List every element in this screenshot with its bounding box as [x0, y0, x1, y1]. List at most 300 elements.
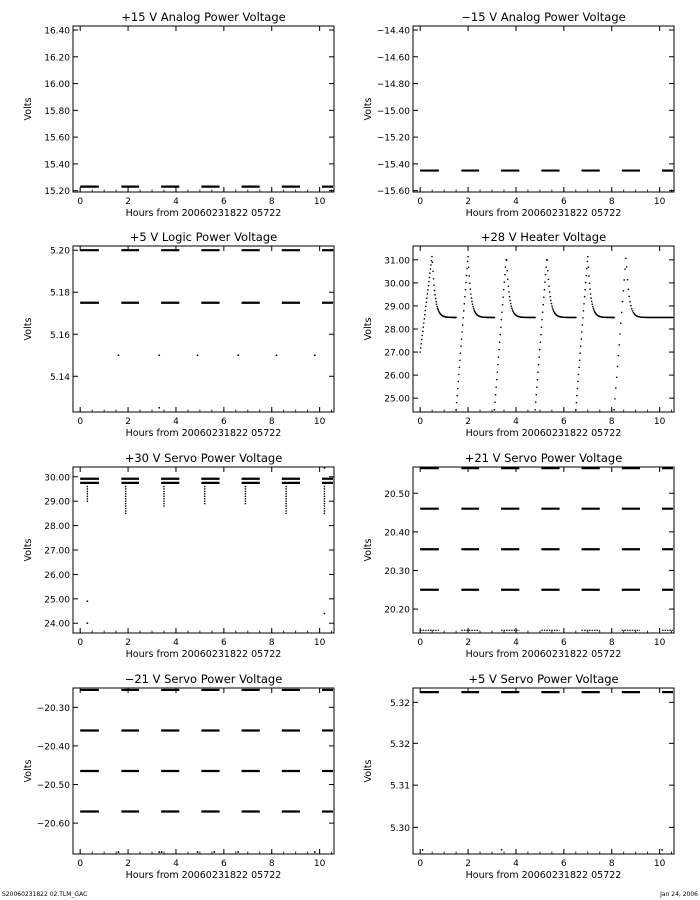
- data-point: [204, 498, 206, 500]
- data-point: [495, 386, 497, 388]
- x-tick-label: 4: [513, 638, 519, 648]
- data-point: [163, 495, 165, 497]
- y-tick-label: 5.30: [389, 823, 410, 834]
- data-point: [204, 503, 206, 505]
- data-point: [540, 334, 542, 336]
- data-point: [460, 352, 462, 354]
- x-tick-label: 0: [417, 859, 424, 869]
- data-point: [421, 335, 423, 337]
- data-point: [462, 317, 464, 319]
- data-series-2: [118, 354, 316, 408]
- data-point: [501, 849, 503, 851]
- data-series-1: [420, 468, 673, 590]
- data-point: [534, 409, 536, 411]
- data-point: [497, 364, 499, 366]
- y-tick-label: 28.00: [384, 325, 410, 336]
- plot-frame: [73, 246, 334, 412]
- data-point: [494, 409, 496, 411]
- y-tick-label: 20.30: [384, 566, 410, 577]
- data-point: [431, 260, 433, 262]
- y-tick-label: 16.40: [44, 26, 70, 37]
- data-point: [575, 317, 577, 319]
- data-point: [538, 356, 540, 358]
- y-tick-label: −20.60: [36, 819, 70, 830]
- x-tick-label: 8: [268, 417, 275, 427]
- data-point: [497, 371, 499, 373]
- x-tick-label: 6: [560, 638, 567, 648]
- data-point: [433, 278, 435, 280]
- data-point: [582, 324, 584, 326]
- data-point: [276, 354, 278, 356]
- x-tick-label: 0: [77, 859, 84, 869]
- data-point: [549, 291, 551, 293]
- data-point: [587, 256, 589, 258]
- data-point: [285, 500, 287, 502]
- data-point: [549, 296, 551, 298]
- data-point: [421, 339, 423, 341]
- data-point: [534, 317, 536, 319]
- y-tick-label: 26.00: [384, 371, 410, 382]
- data-point: [614, 398, 616, 400]
- data-point: [204, 491, 206, 493]
- data-point: [617, 366, 619, 368]
- data-point: [547, 270, 549, 272]
- data-point: [592, 306, 594, 308]
- x-axis-label: Hours from 20060231822 05722: [125, 870, 282, 881]
- x-tick-label: 8: [268, 197, 275, 207]
- data-point: [504, 274, 506, 276]
- data-point: [578, 367, 580, 369]
- x-tick-label: 2: [125, 859, 131, 869]
- data-series-1: [419, 256, 673, 411]
- data-point: [539, 349, 541, 351]
- data-point: [583, 310, 585, 312]
- data-point: [324, 508, 326, 510]
- y-tick-label: 5.20: [49, 246, 70, 257]
- data-point: [584, 296, 586, 298]
- data-point: [503, 289, 505, 291]
- x-tick-label: 2: [465, 417, 471, 427]
- chart-title: +30 V Servo Power Voltage: [124, 451, 283, 465]
- y-tick-label: 27.00: [44, 546, 70, 557]
- data-point: [580, 338, 582, 340]
- x-tick-label: 10: [653, 417, 666, 427]
- data-point: [471, 297, 473, 299]
- data-point: [423, 318, 425, 320]
- data-point: [618, 344, 620, 346]
- data-point: [467, 256, 469, 258]
- data-point: [87, 486, 89, 488]
- data-point: [500, 326, 502, 328]
- data-point: [471, 301, 473, 303]
- data-point: [204, 495, 206, 497]
- chart-title: +15 V Analog Power Voltage: [121, 10, 286, 24]
- data-point: [458, 374, 460, 376]
- plot-frame: [413, 26, 674, 192]
- data-point: [623, 290, 625, 292]
- y-axis-label: Volts: [363, 759, 374, 783]
- data-point: [512, 309, 514, 311]
- data-point: [245, 493, 247, 495]
- x-tick-label: 6: [560, 197, 567, 207]
- data-point: [590, 293, 592, 295]
- data-point: [437, 307, 439, 309]
- data-series-1: [80, 479, 333, 483]
- data-series-2: [118, 851, 316, 853]
- data-point: [426, 297, 428, 299]
- y-tick-label: 5.16: [49, 330, 70, 341]
- data-point: [423, 322, 425, 324]
- x-tick-label: 8: [608, 859, 615, 869]
- data-point: [590, 297, 592, 299]
- chart-title: −15 V Analog Power Voltage: [461, 10, 626, 24]
- data-point: [472, 303, 474, 305]
- data-point: [580, 345, 582, 347]
- y-tick-label: 26.00: [44, 570, 70, 581]
- y-axis-label: Volts: [23, 317, 34, 341]
- x-tick-label: 4: [173, 859, 179, 869]
- data-point: [506, 259, 508, 261]
- chart-title: +5 V Logic Power Voltage: [129, 230, 278, 244]
- data-point: [432, 261, 434, 263]
- data-point: [498, 349, 500, 351]
- data-point: [503, 281, 505, 283]
- data-point: [460, 345, 462, 347]
- data-point: [620, 322, 622, 324]
- data-point: [584, 289, 586, 291]
- data-point: [163, 486, 165, 488]
- data-point: [432, 270, 434, 272]
- data-point: [314, 851, 316, 853]
- data-point: [547, 259, 549, 261]
- data-point: [588, 266, 590, 268]
- data-point: [508, 285, 510, 287]
- data-point: [468, 275, 470, 277]
- data-point: [163, 505, 165, 507]
- data-series-3: [86, 467, 325, 624]
- data-point: [613, 317, 615, 319]
- data-point: [552, 307, 554, 309]
- plot-frame: [413, 688, 674, 854]
- data-point: [468, 266, 470, 268]
- data-point: [245, 488, 247, 490]
- data-point: [552, 309, 554, 311]
- data-point: [470, 293, 472, 295]
- y-tick-label: 20.20: [384, 605, 410, 616]
- data-point: [125, 508, 127, 510]
- data-point: [577, 381, 579, 383]
- data-point: [245, 503, 247, 505]
- chart-title: −21 V Servo Power Voltage: [124, 672, 283, 686]
- data-point: [576, 402, 578, 404]
- data-point: [591, 301, 593, 303]
- data-point: [125, 493, 127, 495]
- data-point: [324, 613, 326, 615]
- data-point: [158, 851, 160, 853]
- data-point: [125, 505, 127, 507]
- data-point: [435, 301, 437, 303]
- data-point: [422, 326, 424, 328]
- data-point: [324, 488, 326, 490]
- y-tick-label: 15.60: [44, 133, 70, 144]
- data-point: [465, 289, 467, 291]
- y-tick-label: −14.60: [376, 53, 410, 64]
- x-tick-label: 6: [220, 859, 227, 869]
- data-point: [536, 386, 538, 388]
- x-tick-label: 10: [313, 638, 326, 648]
- data-point: [285, 498, 287, 500]
- x-tick-label: 0: [77, 638, 84, 648]
- data-point: [436, 306, 438, 308]
- x-tick-label: 10: [313, 417, 326, 427]
- data-point: [472, 306, 474, 308]
- plot-frame: [73, 467, 334, 633]
- x-tick-label: 2: [465, 638, 471, 648]
- data-point: [538, 364, 540, 366]
- x-axis-label: Hours from 20060231822 05722: [465, 428, 622, 439]
- data-point: [434, 294, 436, 296]
- x-tick-label: 8: [268, 859, 275, 869]
- y-tick-label: 15.40: [44, 160, 70, 171]
- data-point: [204, 500, 206, 502]
- y-tick-label: 15.80: [44, 106, 70, 117]
- data-point: [324, 491, 326, 493]
- data-point: [661, 849, 663, 851]
- data-point: [537, 371, 539, 373]
- chart-title: +5 V Servo Power Voltage: [468, 672, 619, 686]
- data-point: [163, 493, 165, 495]
- data-point: [324, 505, 326, 507]
- data-point: [426, 301, 428, 303]
- data-point: [87, 495, 89, 497]
- data-point: [158, 354, 160, 356]
- y-tick-label: 15.20: [44, 187, 70, 198]
- data-point: [541, 319, 543, 321]
- data-point: [237, 851, 239, 853]
- x-tick-label: 6: [560, 859, 567, 869]
- data-point: [582, 317, 584, 319]
- data-point: [624, 268, 626, 270]
- data-point: [118, 354, 120, 356]
- data-point: [125, 503, 127, 505]
- y-tick-label: −14.80: [376, 80, 410, 91]
- data-point: [204, 488, 206, 490]
- y-tick-label: −20.40: [36, 742, 70, 753]
- data-point: [506, 270, 508, 272]
- chart-title: +28 V Heater Voltage: [480, 230, 607, 244]
- data-point: [545, 266, 547, 268]
- data-point: [509, 300, 511, 302]
- data-point: [427, 293, 429, 295]
- data-point: [510, 305, 512, 307]
- data-series-1: [80, 690, 333, 812]
- data-point: [507, 278, 509, 280]
- y-tick-label: 30.00: [44, 473, 70, 484]
- data-point: [543, 296, 545, 298]
- plot-frame: [413, 246, 674, 412]
- y-axis-label: Volts: [363, 97, 374, 121]
- data-point: [586, 268, 588, 270]
- data-point: [87, 500, 89, 502]
- y-tick-label: −14.40: [376, 26, 410, 37]
- data-point: [459, 359, 461, 361]
- data-point: [285, 488, 287, 490]
- data-point: [433, 284, 435, 286]
- y-tick-label: 5.18: [49, 288, 70, 299]
- data-point: [618, 355, 620, 357]
- data-point: [502, 296, 504, 298]
- data-point: [535, 394, 537, 396]
- data-point: [197, 354, 199, 356]
- x-tick-label: 0: [77, 417, 84, 427]
- data-point: [163, 503, 165, 505]
- data-point: [428, 281, 430, 283]
- data-point: [465, 282, 467, 284]
- data-point: [125, 488, 127, 490]
- x-axis-label: Hours from 20060231822 05722: [125, 208, 282, 219]
- data-point: [593, 308, 595, 310]
- data-point: [86, 600, 88, 602]
- y-tick-label: 5.32: [389, 698, 410, 709]
- y-tick-label: 29.00: [44, 497, 70, 508]
- data-point: [542, 311, 544, 313]
- data-point: [324, 467, 326, 469]
- x-tick-label: 4: [513, 417, 519, 427]
- y-tick-label: −15.00: [376, 106, 410, 117]
- x-tick-label: 4: [173, 417, 179, 427]
- y-tick-label: 16.20: [44, 53, 70, 64]
- data-point: [494, 317, 496, 319]
- x-tick-label: 10: [653, 197, 666, 207]
- data-point: [204, 486, 206, 488]
- data-point: [457, 388, 459, 390]
- data-series-1: [80, 250, 333, 303]
- x-tick-label: 4: [173, 197, 179, 207]
- data-point: [455, 409, 457, 411]
- chart-panel-4: [363, 230, 674, 439]
- data-point: [463, 310, 465, 312]
- data-point: [585, 275, 587, 277]
- footer-date: Jan 24, 2006: [660, 891, 698, 898]
- plot-frame: [73, 26, 334, 192]
- data-point: [509, 296, 511, 298]
- data-point: [427, 289, 429, 291]
- x-tick-label: 10: [313, 197, 326, 207]
- data-point: [579, 352, 581, 354]
- data-point: [591, 303, 593, 305]
- data-point: [324, 510, 326, 512]
- data-point: [428, 285, 430, 287]
- data-point: [435, 298, 437, 300]
- y-tick-label: 29.00: [384, 302, 410, 313]
- data-point: [496, 379, 498, 381]
- x-tick-label: 0: [77, 197, 84, 207]
- x-axis-label: Hours from 20060231822 05722: [465, 649, 622, 660]
- chart-panel-6: [363, 451, 674, 660]
- data-point: [125, 498, 127, 500]
- data-point: [163, 488, 165, 490]
- x-tick-label: 10: [653, 859, 666, 869]
- x-tick-label: 8: [608, 197, 615, 207]
- data-point: [163, 491, 165, 493]
- data-point: [587, 261, 589, 263]
- data-point: [541, 326, 543, 328]
- data-point: [616, 376, 618, 378]
- data-point: [548, 278, 550, 280]
- data-point: [499, 341, 501, 343]
- x-tick-label: 6: [220, 417, 227, 427]
- data-point: [285, 513, 287, 515]
- data-point: [545, 274, 547, 276]
- data-point: [86, 622, 88, 624]
- y-axis-label: Volts: [23, 759, 34, 783]
- data-point: [540, 341, 542, 343]
- x-tick-label: 4: [513, 859, 519, 869]
- data-point: [510, 303, 512, 305]
- data-point: [544, 289, 546, 291]
- x-tick-label: 6: [220, 197, 227, 207]
- data-point: [550, 300, 552, 302]
- data-point: [422, 849, 424, 851]
- footer-filename: S20060231822 02.TLM_GAC: [2, 891, 88, 898]
- y-tick-label: 20.50: [384, 489, 410, 500]
- x-tick-label: 4: [513, 197, 519, 207]
- x-axis-label: Hours from 20060231822 05722: [125, 649, 282, 660]
- data-point: [672, 317, 674, 319]
- x-tick-label: 6: [560, 417, 567, 427]
- data-point: [324, 486, 326, 488]
- data-point: [615, 387, 617, 389]
- data-point: [548, 285, 550, 287]
- data-point: [245, 491, 247, 493]
- data-point: [422, 331, 424, 333]
- data-point: [464, 303, 466, 305]
- x-tick-label: 2: [125, 638, 131, 648]
- data-point: [245, 486, 247, 488]
- data-point: [457, 381, 459, 383]
- y-tick-label: 24.00: [44, 619, 70, 630]
- y-tick-label: 16.00: [44, 80, 70, 91]
- data-point: [461, 331, 463, 333]
- y-tick-label: −15.20: [376, 133, 410, 144]
- data-point: [425, 306, 427, 308]
- y-tick-label: 30.00: [384, 279, 410, 290]
- data-point: [466, 275, 468, 277]
- data-point: [324, 493, 326, 495]
- data-point: [163, 498, 165, 500]
- data-point: [285, 495, 287, 497]
- data-point: [324, 498, 326, 500]
- data-point: [585, 282, 587, 284]
- data-point: [501, 311, 503, 313]
- data-point: [456, 402, 458, 404]
- data-point: [542, 304, 544, 306]
- y-axis-label: Volts: [363, 317, 374, 341]
- data-point: [544, 281, 546, 283]
- data-series-2: [422, 849, 663, 851]
- data-point: [622, 301, 624, 303]
- data-point: [324, 513, 326, 515]
- data-point: [87, 491, 89, 493]
- data-point: [632, 310, 634, 312]
- y-tick-label: −20.50: [36, 781, 70, 792]
- x-tick-label: 8: [268, 638, 275, 648]
- chart-panel-5: [23, 451, 334, 660]
- data-point: [505, 266, 507, 268]
- data-point: [579, 359, 581, 361]
- data-point: [285, 486, 287, 488]
- y-tick-label: −15.60: [376, 187, 410, 198]
